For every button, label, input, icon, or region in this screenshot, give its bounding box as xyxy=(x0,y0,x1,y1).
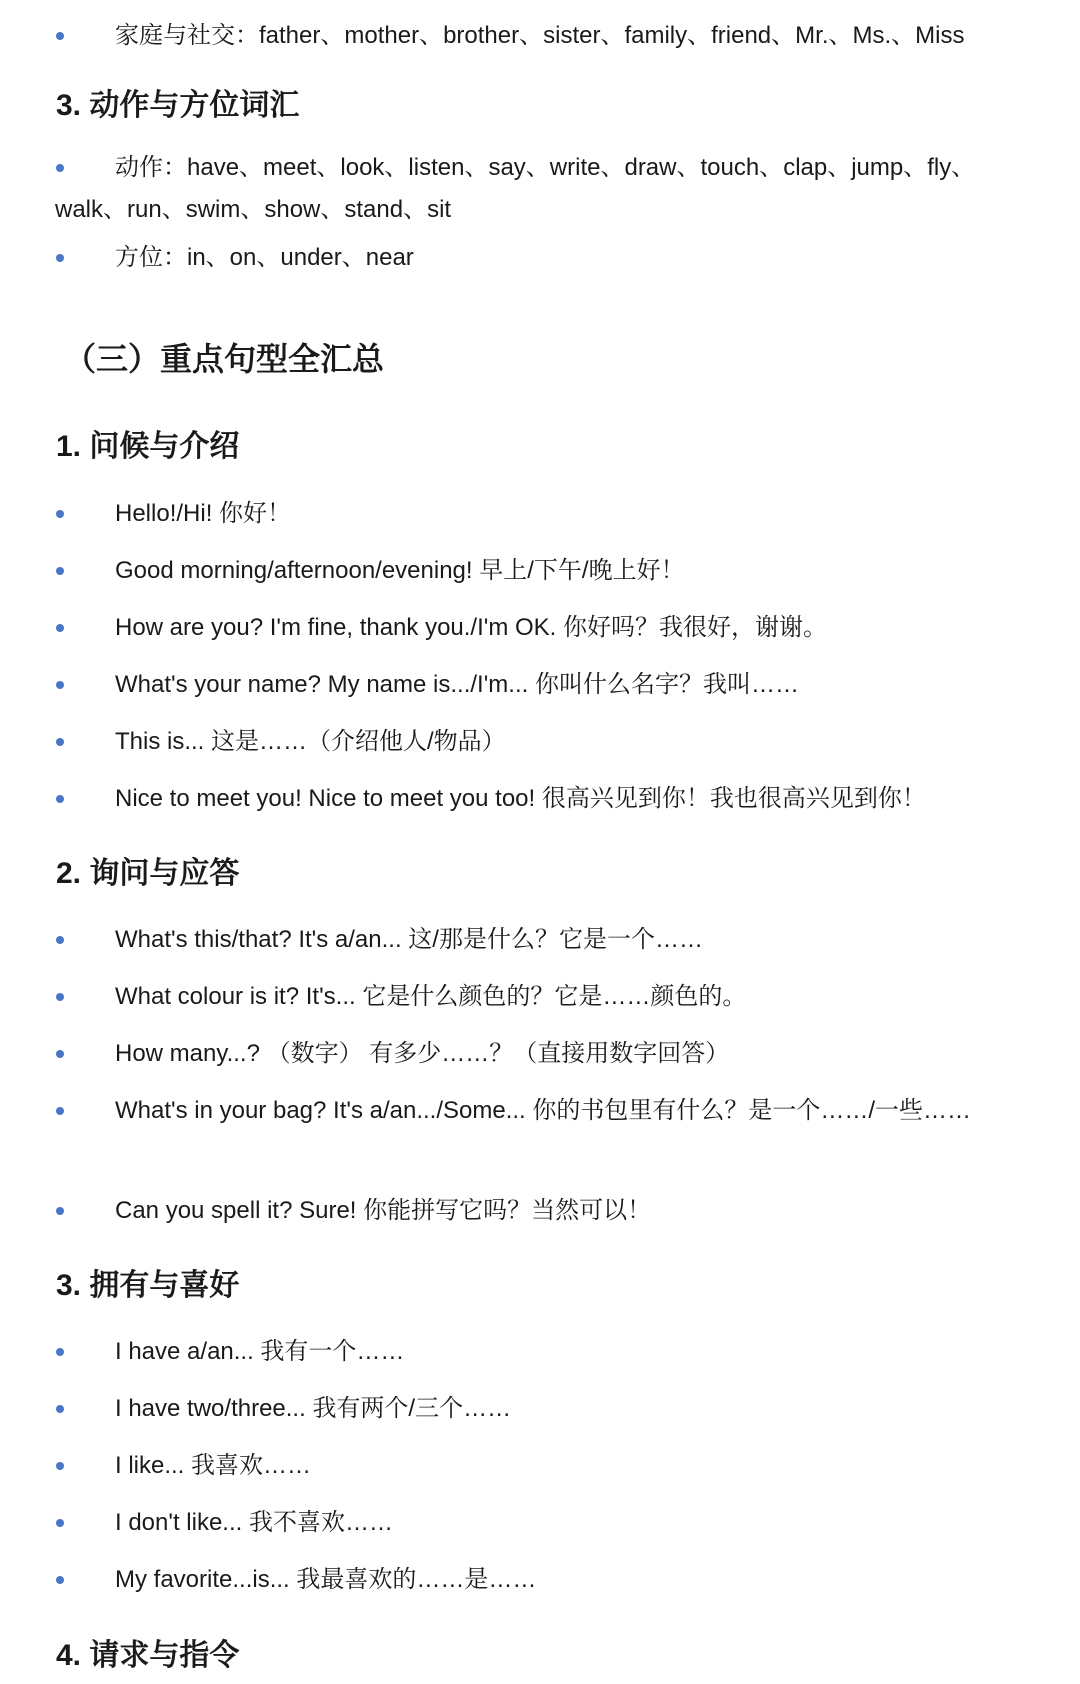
list-item-text: 方位：in、on、under、near xyxy=(115,244,414,271)
section-heading: 2. 询问与应答 xyxy=(56,857,240,890)
bullet-icon xyxy=(56,664,64,706)
list-item-text: This is... 这是……（介绍他人/物品） xyxy=(115,728,506,755)
section-heading: 3. 拥有与喜好 xyxy=(56,1269,240,1302)
list-item-text: I like... 我喜欢…… xyxy=(115,1452,312,1479)
list-item-text: Good morning/afternoon/evening! 早上/下午/晚上好！ xyxy=(115,557,685,584)
list-item-text: I have a/an... 我有一个…… xyxy=(115,1338,405,1365)
list-item-text: 家庭与社交：father、mother、brother、sister、family、friend、Mr.、Ms.、Miss xyxy=(115,22,965,49)
list-item-text: I have two/three... 我有两个/三个…… xyxy=(115,1395,512,1422)
bullet-icon xyxy=(56,1445,64,1487)
list-item-text: 动作：have、meet、look、listen、say、write、draw、touch、clap、jump、fly、walk、run、swim、show、stand、sit xyxy=(55,154,976,223)
bullet-icon xyxy=(56,976,64,1018)
bullet-icon xyxy=(56,1331,64,1373)
bullet-icon xyxy=(56,237,64,279)
bullet-icon xyxy=(56,1388,64,1430)
bullet-icon xyxy=(56,550,64,592)
list-item-text: Nice to meet you! Nice to meet you too! 很高兴见到你！我也很高兴见到你！ xyxy=(115,785,926,812)
list-item-text: What's your name? My name is.../I'm... 你叫什么名字？我叫…… xyxy=(115,671,799,698)
section-heading: 4. 请求与指令 xyxy=(56,1639,240,1672)
list-item-text: How many...? （数字） 有多少……？（直接用数字回答） xyxy=(115,1040,730,1067)
bullet-icon xyxy=(56,1190,64,1232)
list-item-text: How are you? I'm fine, thank you./I'm OK. 你好吗？我很好，谢谢。 xyxy=(115,614,828,641)
bullet-icon xyxy=(56,721,64,763)
bullet-icon xyxy=(56,607,64,649)
list-item-text: Hello!/Hi! 你好！ xyxy=(115,500,292,527)
list-item-text: What's in your bag? It's a/an.../Some... 你的书包里有什么？是一个……/一些…… xyxy=(115,1097,972,1124)
list-item-text: What's this/that? It's a/an... 这/那是什么？它是一个…… xyxy=(115,926,703,953)
part-heading: （三）重点句型全汇总 xyxy=(64,341,385,377)
bullet-icon xyxy=(56,15,64,57)
bullet-icon xyxy=(56,778,64,820)
section-heading: 1. 问候与介绍 xyxy=(56,430,240,463)
bullet-icon xyxy=(56,493,64,535)
bullet-icon xyxy=(56,1033,64,1075)
bullet-icon xyxy=(56,1559,64,1601)
section-heading: 3. 动作与方位词汇 xyxy=(56,89,300,122)
list-item-text: I don't like... 我不喜欢…… xyxy=(115,1509,393,1536)
list-item-text: My favorite...is... 我最喜欢的……是…… xyxy=(115,1566,537,1593)
bullet-icon xyxy=(56,1502,64,1544)
list-item-text: Can you spell it? Sure! 你能拼写它吗？当然可以！ xyxy=(115,1197,652,1224)
list-item-text: What colour is it? It's... 它是什么颜色的？它是……颜色的。 xyxy=(115,983,747,1010)
bullet-icon xyxy=(56,919,64,961)
